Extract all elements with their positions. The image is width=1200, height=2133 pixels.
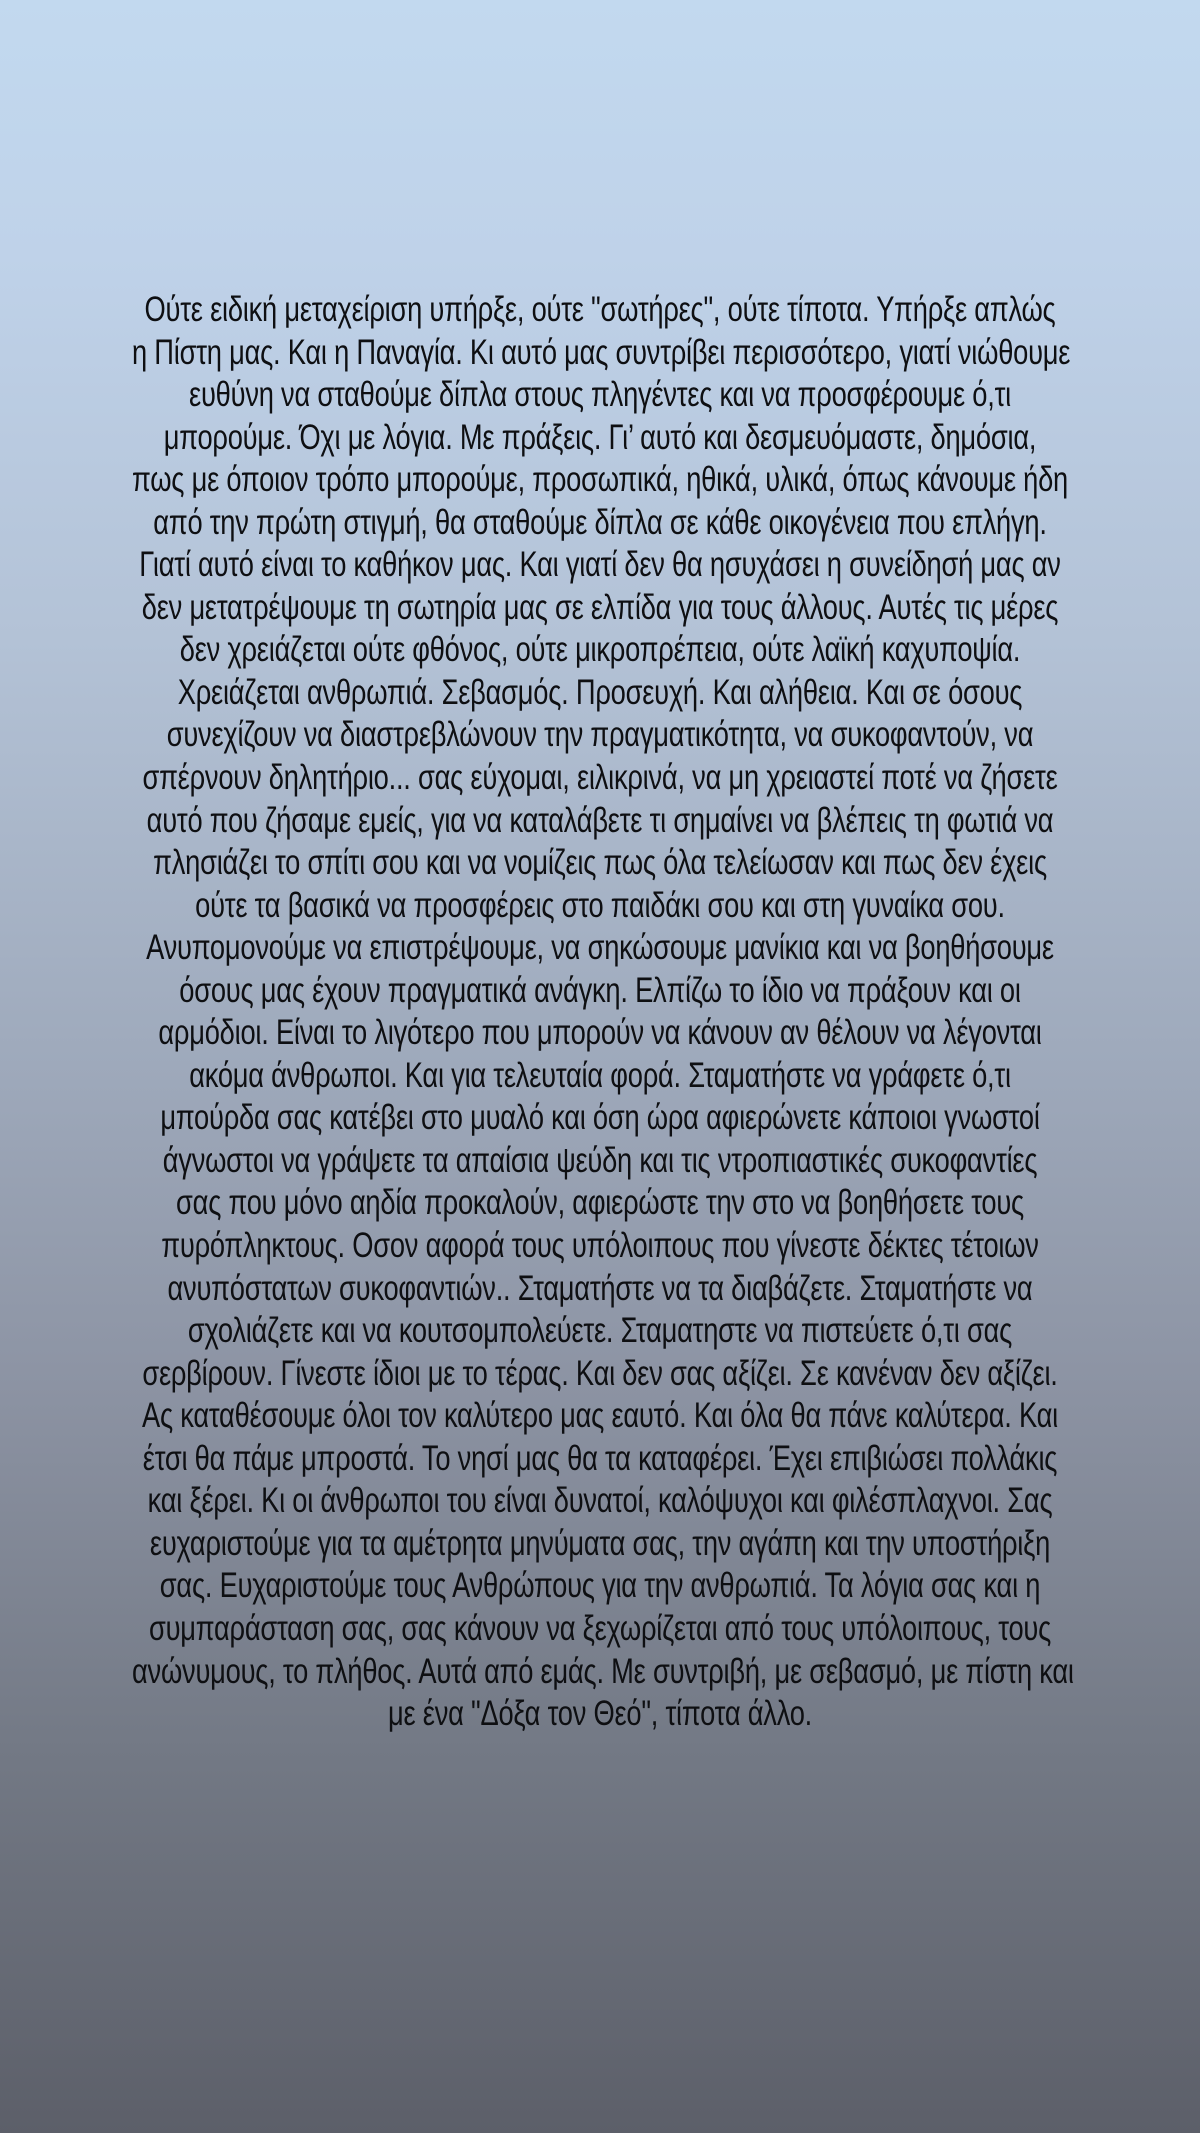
text-line: σας. Ευχαριστούμε τους Ανθρώπους για την ανθρωπιά. Τα λόγια σας και η — [159, 1566, 1041, 1606]
text-line: Χρειάζεται ανθρωπιά. Σεβασμός. Προσευχή. Και αλήθεια. Και σε όσους — [177, 672, 1023, 712]
text-line: Ούτε ειδική μεταχείριση υπήρξε, ούτε "σωτήρες", ούτε τίποτα. Υπήρξε απλώς — [144, 290, 1056, 329]
text-line: πως με όποιον τρόπο μπορούμε, προσωπικά, ηθικά, υλικά, όπως κάνουμε ήδη — [132, 460, 1069, 500]
text-line: από την πρώτη στιγμή, θα σταθούμε δίπλα σε κάθε οικογένεια που επλήγη. — [153, 502, 1047, 542]
text-line: Ας καταθέσουμε όλοι τον καλύτερο μας εαυτό. Και όλα θα πάνε καλύτερα. Και — [141, 1396, 1058, 1436]
text-line: αρμόδιοι. Είναι το λιγότερο που μπορούν να κάνουν αν θέλουν να λέγονται — [158, 1013, 1042, 1053]
text-line: σας που μόνο αηδία προκαλούν, αφιερώστε την στο να βοηθήσετε τους — [176, 1183, 1024, 1223]
text-line: έτσι θα πάμε μπροστά. Το νησί μας θα τα καταφέρει. Έχει επιβιώσει πολλάκις — [142, 1438, 1058, 1478]
text-line: η Πίστη μας. Και η Παναγία. Κι αυτό μας συντρίβει περισσότερο, γιατί νιώθουμε — [132, 332, 1071, 372]
text-line: σχολιάζετε και να κουτσομπολεύετε. Σταματηστε να πιστεύετε ό,τι σας — [187, 1311, 1013, 1351]
text-line: ούτε τα βασικά να προσφέρεις στο παιδάκι σου και στη γυναίκα σου. — [195, 885, 1005, 925]
text-line: Ανυπομονούμε να επιστρέψουμε, να σηκώσουμε μανίκια και να βοηθήσουμε — [146, 928, 1054, 968]
text-line: Γιατί αυτό είναι το καθήκον μας. Και γιατί δεν θα ησυχάσει η συνείδησή μας αν — [139, 545, 1061, 585]
text-line: πυρόπληκτους. Οσον αφορά τους υπόλοιπους που γίνεστε δέκτες τέτοιων — [161, 1226, 1039, 1266]
text-line: ευχαριστούμε για τα αμέτρητα μηνύματα σας, την αγάπη και την υποστήριξη — [149, 1523, 1051, 1563]
text-line: και ξέρει. Κι οι άνθρωποι του είναι δυνατοί, καλόψυχοι και φιλέσπλαχνοι. Σας — [147, 1481, 1053, 1521]
text-line: όσους μας έχουν πραγματικά ανάγκη. Ελπίζω το ίδιο να πράξουν και οι — [179, 970, 1021, 1010]
text-line: ανώνυμους, το πλήθος. Αυτά από εμάς. Με συντριβή, με σεβασμό, με πίστη και — [132, 1651, 1074, 1691]
text-line: ευθύνη να σταθούμε δίπλα στους πληγέντες και να προσφέρουμε ό,τι — [189, 375, 1011, 415]
text-line: άγνωστοι να γράψετε τα απαίσια ψεύδη και τις ντροπιαστικές συκοφαντίες — [162, 1140, 1038, 1180]
text-line: ανυπόστατων συκοφαντιών.. Σταματήστε να τα διαβάζετε. Σταματήστε να — [167, 1268, 1033, 1308]
text-line: αυτό που ζήσαμε εμείς, για να καταλάβετε τι σημαίνει να βλέπεις τη φωτιά να — [146, 800, 1054, 840]
text-line: πλησιάζει το σπίτι σου και να νομίζεις πως όλα τελείωσαν και πως δεν έχεις — [153, 843, 1047, 883]
story-text-block — [0, 289, 1200, 1736]
text-line: ακόμα άνθρωποι. Και για τελευταία φορά. Σταματήστε να γράφετε ό,τι — [189, 1055, 1011, 1095]
text-line: σερβίρουν. Γίνεστε ίδιοι με το τέρας. Και δεν σας αξίζει. Σε κανέναν δεν αξίζει. — [142, 1353, 1058, 1393]
text-line: δεν χρειάζεται ούτε φθόνος, ούτε μικροπρέπεια, ούτε λαϊκή καχυποψία. — [179, 630, 1021, 670]
text-line: συνεχίζουν να διαστρεβλώνουν την πραγματικότητα, να συκοφαντούν, να — [166, 715, 1034, 755]
text-line: δεν μετατρέψουμε τη σωτηρία μας σε ελπίδα για τους άλλους. Αυτές τις μέρες — [141, 587, 1059, 627]
text-line: με ένα "Δόξα τον Θεό", τίποτα άλλο. — [387, 1694, 813, 1734]
text-line: συμπαράσταση σας, σας κάνουν να ξεχωρίζεται από τους υπόλοιπους, τους — [148, 1608, 1052, 1648]
text-line: μπορούμε. Όχι με λόγια. Με πράξεις. Γι’ αυτό και δεσμευόμαστε, δημόσια, — [163, 417, 1037, 457]
text-line: μπούρδα σας κατέβει στο μυαλό και όση ώρα αφιερώνετε κάποιοι γνωστοί — [160, 1098, 1040, 1138]
text-line: σπέρνουν δηλητήριο... σας εύχομαι, ειλικρινά, να μη χρειαστεί ποτέ να ζήσετε — [142, 758, 1058, 798]
